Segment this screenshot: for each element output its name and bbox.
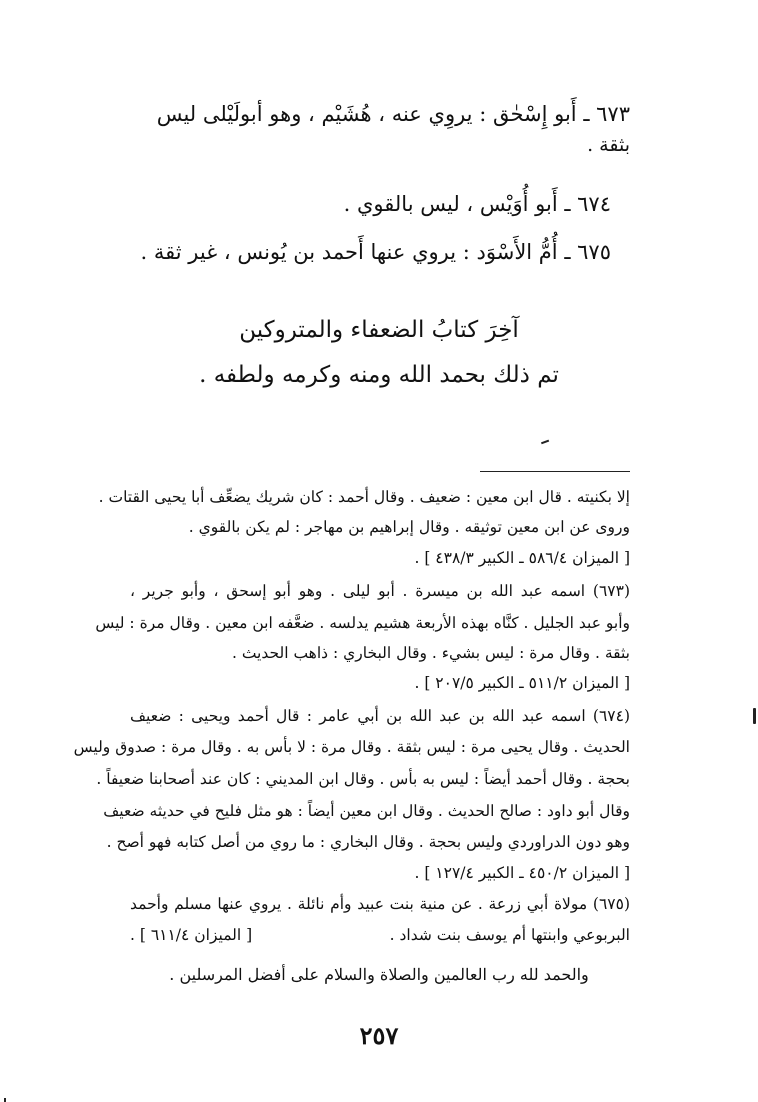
footnote-line: (٦٧٥) مولاة أبي زرعة . عن منية بنت عبيد وأم نائلة . يروي عنها مسلم وأحمد — [130, 895, 630, 913]
footnote-line: إلا بكنيته . قال ابن معين : ضعيف . وقال أحمد : كان شريك يضعِّف أبا يحيى القتات . — [98, 488, 630, 506]
footnote-line: (٦٧٣) اسمه عبد الله بن ميسرة . أبو ليلى . وهو أبو إسحق ، وأبو جرير ، — [130, 582, 630, 600]
colophon-subtitle: تم ذلك بحمد الله ومنه وكرمه ولطفه . — [199, 362, 559, 388]
footnote-text: البربوعي وابنتها أم يوسف بنت شداد . — [389, 926, 630, 944]
footnote-reference: [ الميزان ٥٨٦/٤ ـ الكبير ٤٣٨/٣ ] . — [414, 549, 630, 567]
margin-mark — [753, 708, 756, 724]
footnote-last-line — [130, 924, 630, 946]
footnote-line: بحجة . وقال أحمد أيضاً : ليس به بأس . وقال ابن المديني : كان عند أصحابنا ضعيفاً . — [96, 770, 630, 788]
footnote-reference: [ الميزان ٥١١/٢ ـ الكبير ٢٠٧/٥ ] . — [414, 674, 630, 692]
footnote-line: وهو دون الدراوردي وليس بحجة . وقال البخاري : ما روي من أصل كتابه فهو أصح . — [106, 833, 630, 851]
footnote-reference: [ الميزان ٤٥٠/٢ ـ الكبير ١٢٧/٤ ] . — [414, 864, 630, 882]
footnote-reference: [ الميزان ٦١١/٤ ] . — [130, 926, 253, 944]
corner-mark — [4, 1098, 6, 1102]
footnote-line: (٦٧٤) اسمه عبد الله بن عبد الله بن أبي عامر : قال أحمد ويحيى : ضعيف — [130, 707, 630, 725]
page-number: ٢٥٧ — [359, 1021, 399, 1050]
entry-675: ٦٧٥ ـ أُمُّ الأَسْوَد : يروي عنها أَحمد بن يُونس ، غير ثقة . — [140, 240, 611, 264]
footnote-line: وأبو عبد الجليل . كنَّاه بهذه الأربعة هشيم يدلسه . ضعَّفه ابن معين . وقال مرة : ليس — [95, 614, 630, 632]
footnote-line: بثقة . وقال مرة : ليس بشيء . وقال البخاري : ذاهب الحديث . — [231, 644, 630, 662]
footnote-separator — [480, 471, 630, 472]
footnote-line: وقال أبو داود : صالح الحديث . وقال ابن معين أيضاً : هو مثل فليح في حديثه ضعيف — [103, 802, 630, 820]
closing-line: والحمد لله رب العالمين والصلاة والسلام على أفضل المرسلين . — [169, 965, 589, 984]
footnote-line: الحديث . وقال يحيى مرة : ليس بثقة . وقال مرة : لا بأس به . وقال مرة : صدوق وليس — [73, 738, 630, 756]
footnote-line: وروى عن ابن معين توثيقه . وقال إبراهيم بن مهاجر : لم يكن بالقوي . — [188, 518, 630, 536]
stray-mark — [541, 440, 549, 444]
entry-673-line1: ٦٧٣ ـ أَبو إِسْحٰق : يروِي عنه ، هُشَيْم ، وهو أبولَيْلى ليس — [156, 102, 630, 126]
entry-673-line2: بثقة . — [587, 134, 630, 156]
entry-674: ٦٧٤ ـ أَبو أُوَيْس ، ليس بالقوي . — [343, 192, 611, 216]
colophon-title: آخِرَ كتابُ الضعفاء والمتروكين — [239, 317, 519, 343]
